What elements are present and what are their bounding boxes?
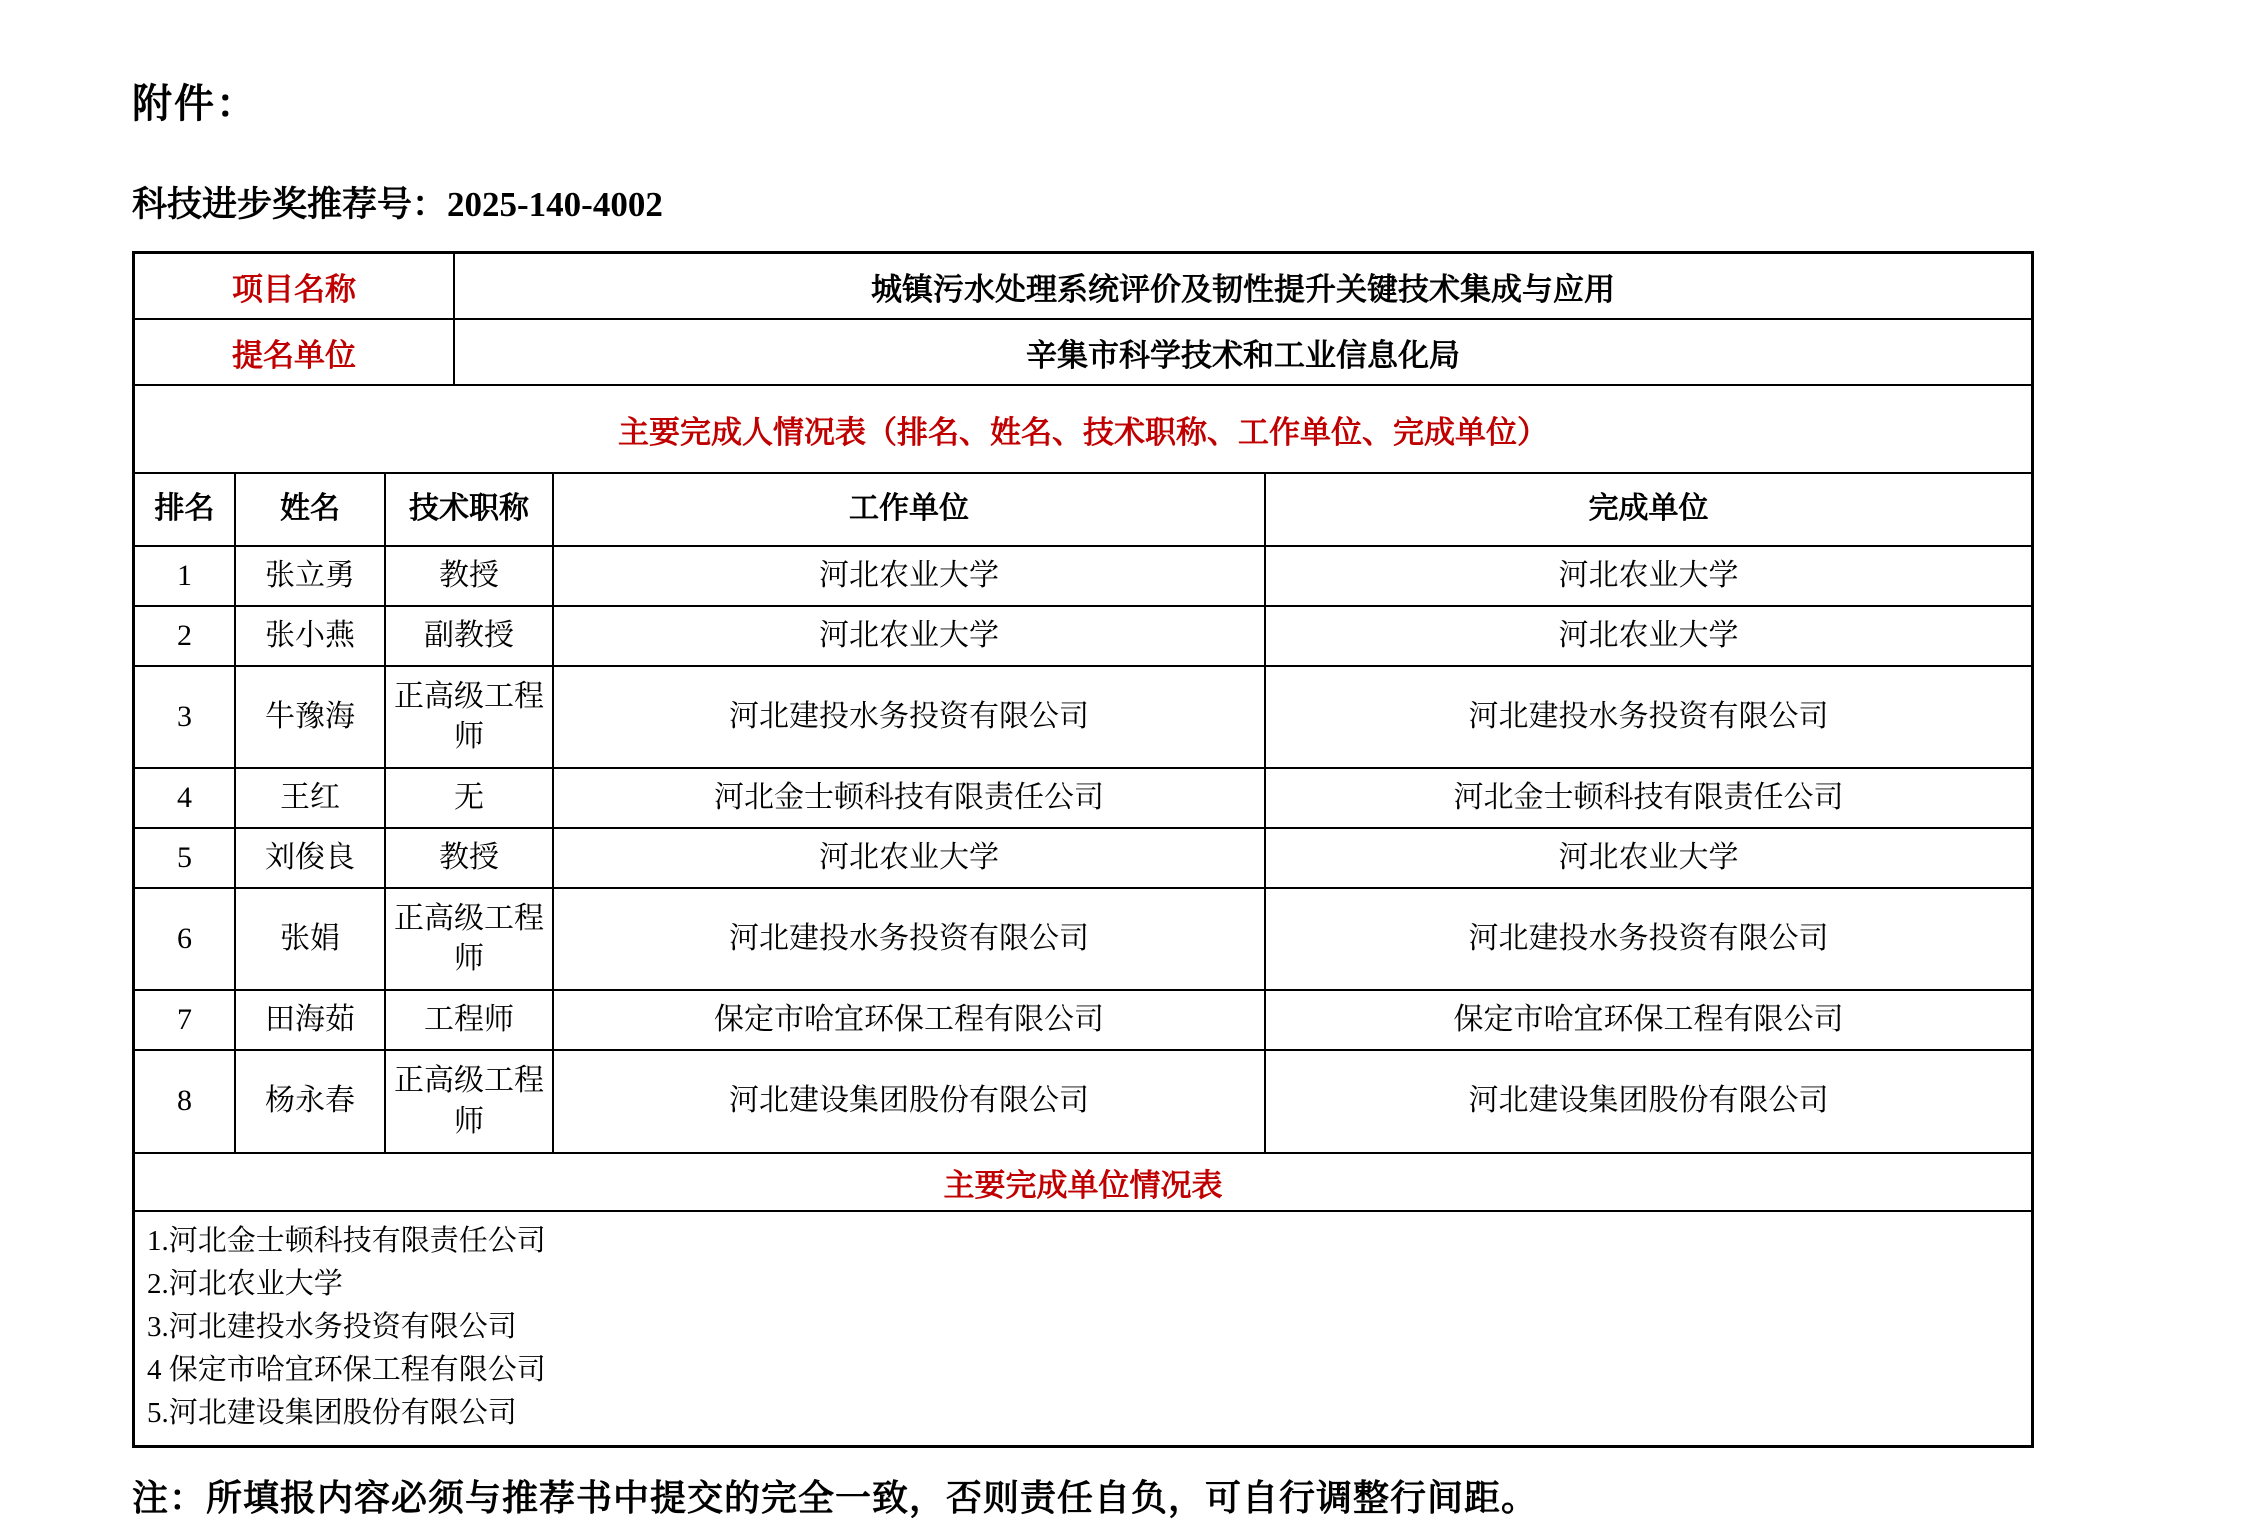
column-header-title: 技术职称 (385, 474, 553, 546)
cell-rank: 5 (135, 828, 235, 888)
table-row (135, 768, 2031, 828)
cell-name: 张小燕 (235, 606, 385, 666)
column-header-completion-unit: 完成单位 (1265, 474, 2031, 546)
cell-work-unit: 河北农业大学 (553, 828, 1265, 888)
cell-completion-unit: 保定市哈宜环保工程有限公司 (1265, 990, 2031, 1050)
column-header-name: 姓名 (235, 474, 385, 546)
cell-work-unit: 河北农业大学 (553, 606, 1265, 666)
cell-title: 工程师 (385, 990, 553, 1050)
cell-work-unit: 河北农业大学 (553, 546, 1265, 606)
nominating-unit-value: 辛集市科学技术和工业信息化局 (1026, 337, 1460, 373)
attachment-heading: 附件： (132, 81, 258, 126)
cell-work-unit: 保定市哈宜环保工程有限公司 (553, 990, 1265, 1050)
recommendation-form-table (132, 251, 2034, 1448)
nominating-unit-row (135, 320, 2031, 386)
cell-rank: 1 (135, 546, 235, 606)
cell-rank: 6 (135, 888, 235, 990)
cell-rank: 2 (135, 606, 235, 666)
cell-name: 刘俊良 (235, 828, 385, 888)
cell-completion-unit: 河北建投水务投资有限公司 (1265, 666, 2031, 768)
list-item: 5.河北建设集团股份有限公司 (147, 1397, 517, 1429)
cell-title: 无 (385, 768, 553, 828)
units-section-title: 主要完成单位情况表 (135, 1152, 2031, 1212)
nominating-unit-label: 提名单位 (135, 320, 455, 384)
cell-work-unit: 河北金士顿科技有限责任公司 (553, 768, 1265, 828)
cell-name: 田海茹 (235, 990, 385, 1050)
completers-header-row (135, 474, 2031, 546)
table-row (135, 606, 2031, 666)
list-item: 1.河北金士顿科技有限责任公司 (147, 1225, 546, 1257)
table-row (135, 828, 2031, 888)
cell-title: 正高级工程师 (385, 666, 553, 768)
cell-title: 副教授 (385, 606, 553, 666)
cell-name: 张立勇 (235, 546, 385, 606)
cell-rank: 3 (135, 666, 235, 768)
cell-completion-unit: 河北金士顿科技有限责任公司 (1265, 768, 2031, 828)
cell-completion-unit: 河北建设集团股份有限公司 (1265, 1050, 2031, 1152)
table-row (135, 888, 2031, 990)
cell-completion-unit: 河北农业大学 (1265, 828, 2031, 888)
footnote: 注：所填报内容必须与推荐书中提交的完全一致，否则责任自负，可自行调整行间距。 (132, 1478, 1539, 1518)
cell-completion-unit: 河北建投水务投资有限公司 (1265, 888, 2031, 990)
cell-completion-unit: 河北农业大学 (1265, 546, 2031, 606)
table-row (135, 546, 2031, 606)
cell-completion-unit: 河北农业大学 (1265, 606, 2031, 666)
cell-title: 正高级工程师 (385, 1050, 553, 1152)
table-row (135, 666, 2031, 768)
list-item: 2.河北农业大学 (147, 1268, 343, 1300)
project-name-label: 项目名称 (135, 254, 455, 318)
cell-name: 王红 (235, 768, 385, 828)
cell-work-unit: 河北建设集团股份有限公司 (553, 1050, 1265, 1152)
award-number-value: 2025-140-4002 (447, 185, 663, 224)
award-number-label: 科技进步奖推荐号： (132, 185, 448, 224)
cell-name: 杨永春 (235, 1050, 385, 1152)
list-item: 3.河北建投水务投资有限公司 (147, 1311, 517, 1343)
table-row (135, 1050, 2031, 1152)
cell-work-unit: 河北建投水务投资有限公司 (553, 666, 1265, 768)
project-name-value: 城镇污水处理系统评价及韧性提升关键技术集成与应用 (871, 271, 1615, 307)
project-name-row (135, 254, 2031, 320)
cell-name: 张娟 (235, 888, 385, 990)
cell-title: 教授 (385, 546, 553, 606)
completers-section-title: 主要完成人情况表（排名、姓名、技术职称、工作单位、完成单位） (135, 386, 2031, 474)
column-header-work-unit: 工作单位 (553, 474, 1265, 546)
award-number-line (132, 177, 2245, 227)
table-row (135, 990, 2031, 1050)
cell-work-unit: 河北建投水务投资有限公司 (553, 888, 1265, 990)
cell-name: 牛豫海 (235, 666, 385, 768)
cell-title: 教授 (385, 828, 553, 888)
cell-rank: 7 (135, 990, 235, 1050)
cell-rank: 4 (135, 768, 235, 828)
completion-units-list (135, 1212, 2031, 1445)
cell-title: 正高级工程师 (385, 888, 553, 990)
completers-table (135, 474, 2031, 1152)
cell-rank: 8 (135, 1050, 235, 1152)
column-header-rank: 排名 (135, 474, 235, 546)
list-item: 4 保定市哈宜环保工程有限公司 (147, 1354, 546, 1386)
